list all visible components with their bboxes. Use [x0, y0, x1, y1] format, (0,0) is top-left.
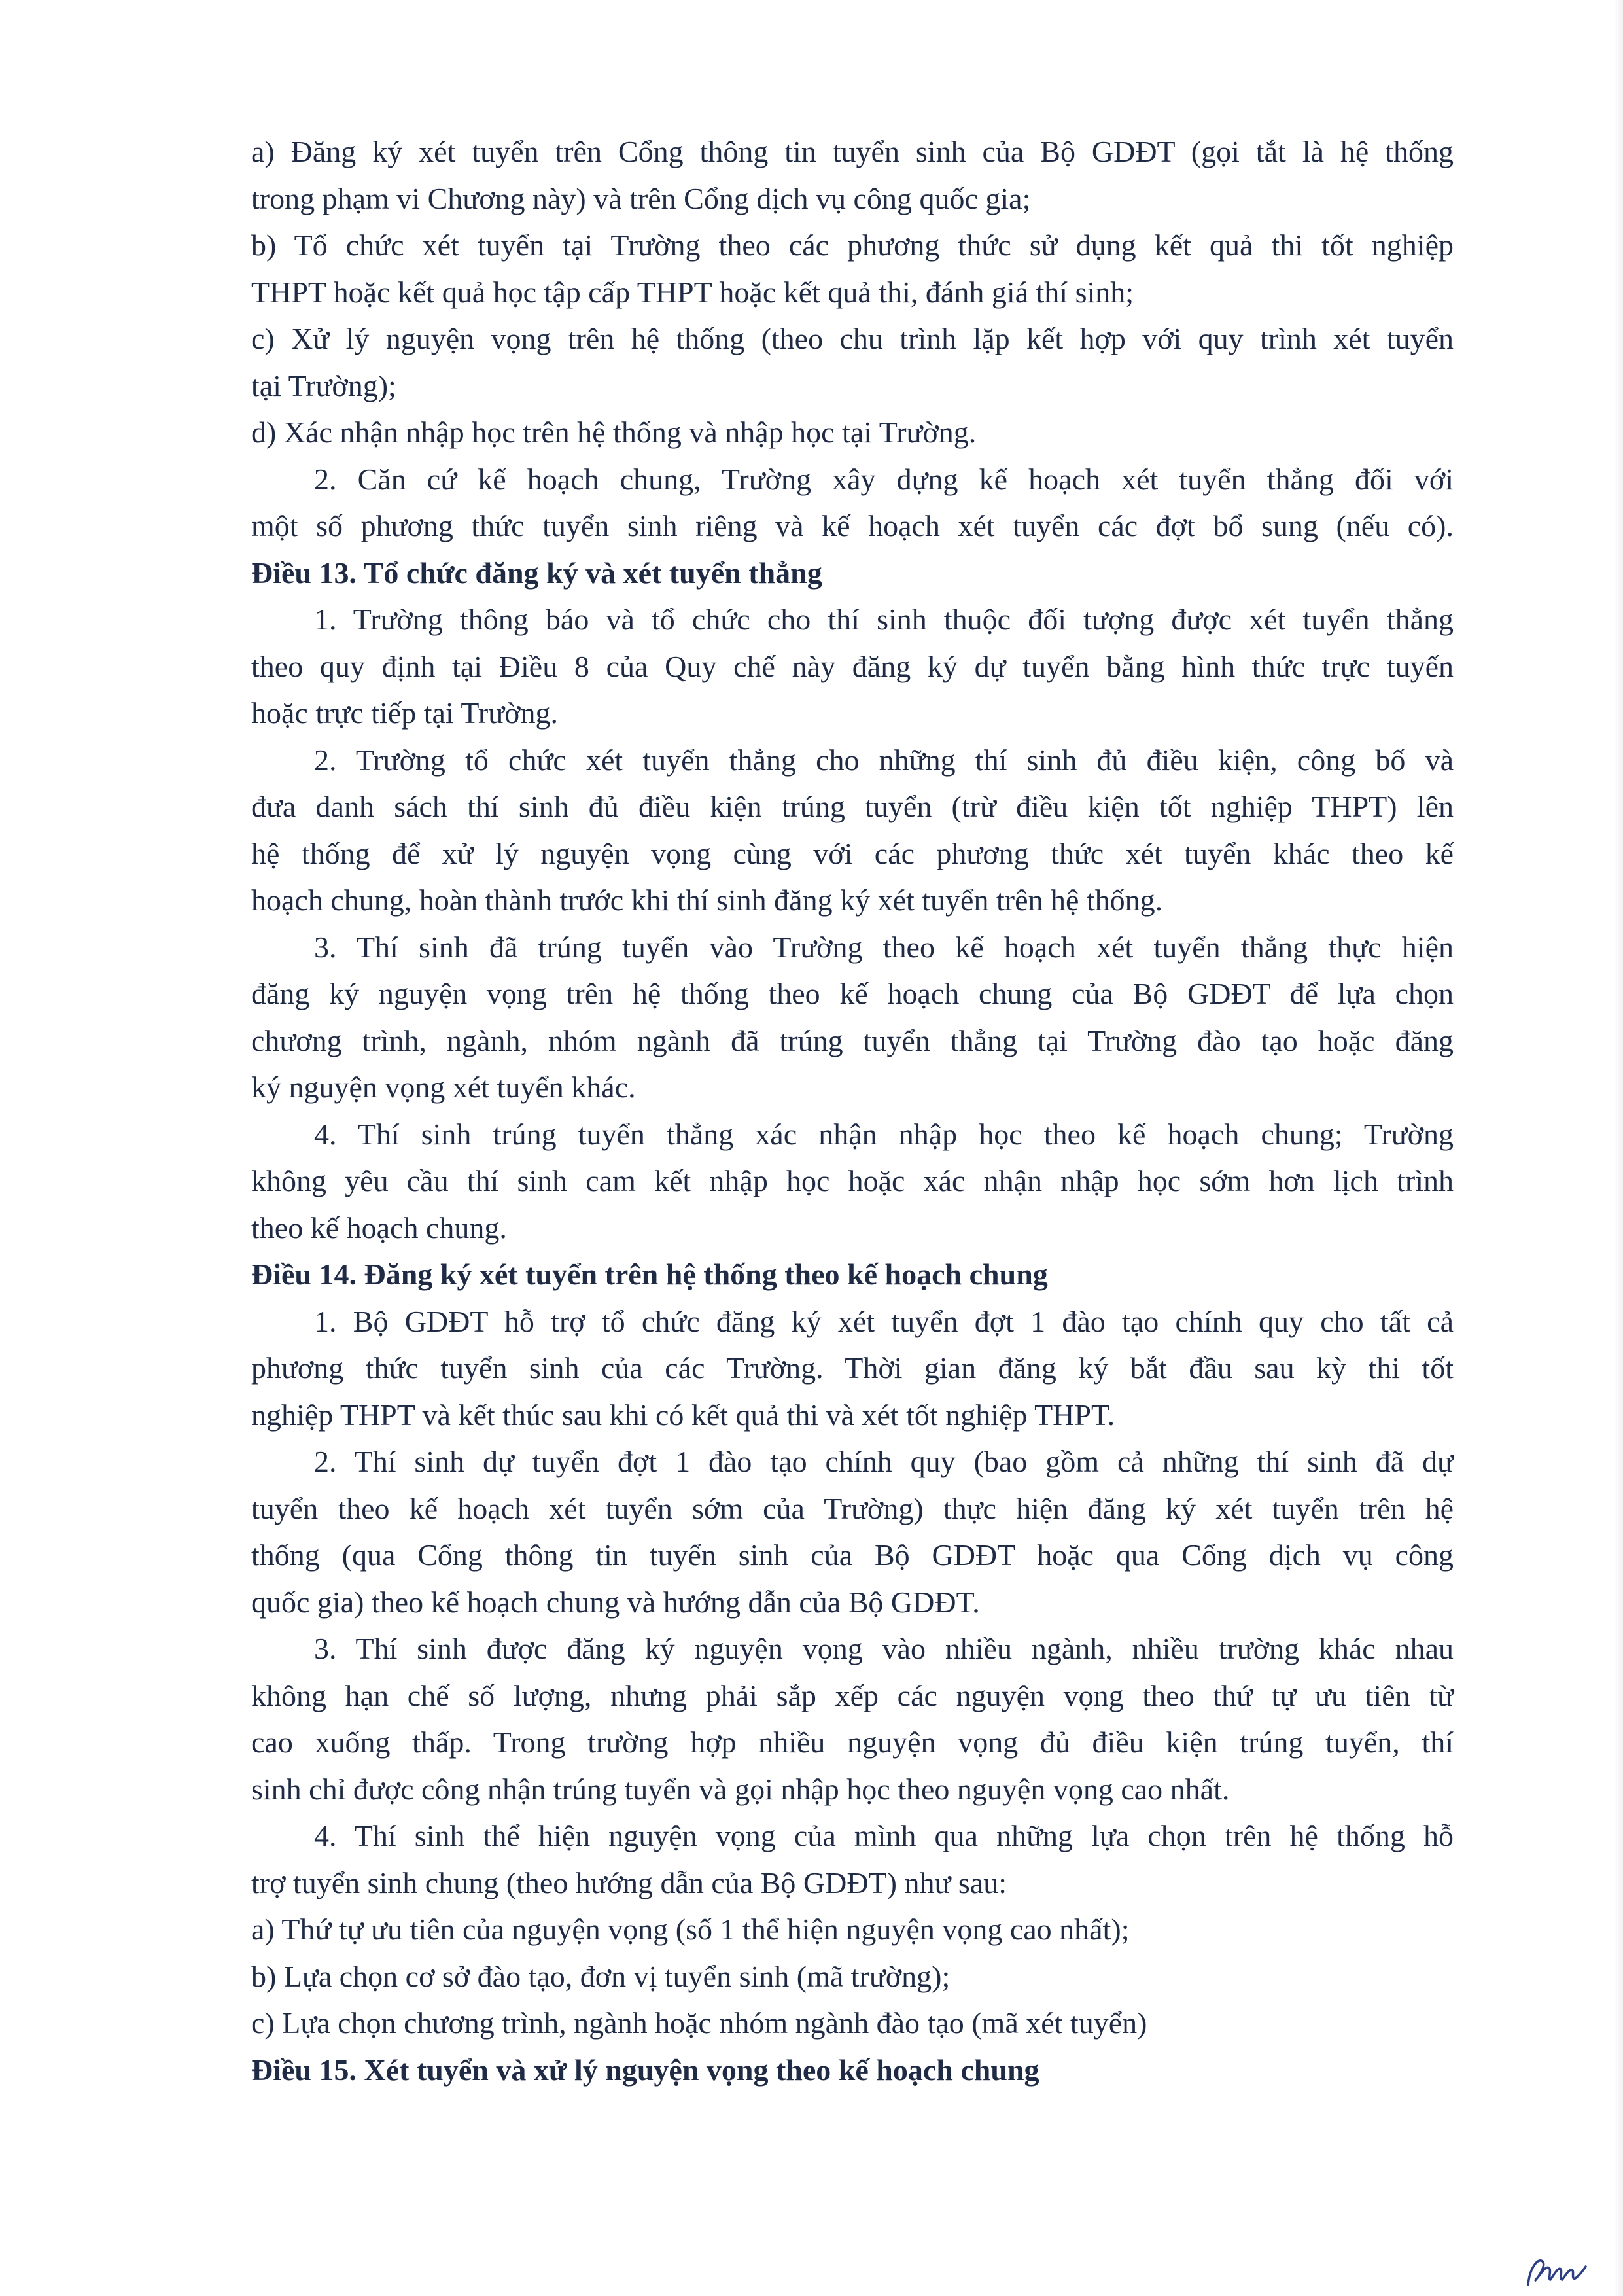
- paragraph-line: theo quy định tại Điều 8 của Quy chế này đăng ký dự tuyển bằng hình thức trực tuyến: [251, 649, 1454, 683]
- paragraph-line: 2. Thí sinh dự tuyển đợt 1 đào tạo chính quy (bao gồm cả những thí sinh đã dự: [314, 1445, 1454, 1478]
- paragraph-line: không yêu cầu thí sinh cam kết nhập học hoặc xác nhận nhập học sớm hơn lịch trình: [251, 1164, 1454, 1197]
- paragraph-line: đăng ký nguyện vọng trên hệ thống theo kế hoạch chung của Bộ GDĐT để lựa chọn: [251, 977, 1454, 1010]
- paragraph-line: quốc gia) theo kế hoạch chung và hướng dẫn của Bộ GDĐT.: [251, 1585, 980, 1619]
- paragraph-line: c) Xử lý nguyện vọng trên hệ thống (theo chu trình lặp kết hợp với quy trình xét tuyển: [251, 322, 1454, 355]
- paragraph-line: tuyển theo kế hoạch xét tuyển sớm của Trường) thực hiện đăng ký xét tuyển trên hệ: [251, 1491, 1454, 1525]
- paragraph-line: chương trình, ngành, nhóm ngành đã trúng tuyển thẳng tại Trường đào tạo hoặc đăng: [251, 1023, 1454, 1057]
- article-heading: Điều 13. Tổ chức đăng ký và xét tuyển thẳng: [251, 556, 822, 590]
- paragraph-line: 4. Thí sinh thể hiện nguyện vọng của mình qua những lựa chọn trên hệ thống hỗ: [314, 1819, 1454, 1852]
- paragraph-line: 4. Thí sinh trúng tuyển thẳng xác nhận nhập học theo kế hoạch chung; Trường: [314, 1117, 1454, 1151]
- paragraph-line: hoặc trực tiếp tại Trường.: [251, 696, 558, 730]
- paragraph-line: 1. Trường thông báo và tổ chức cho thí sinh thuộc đối tượng được xét tuyển thẳng: [314, 603, 1454, 636]
- paragraph-line: 2. Trường tổ chức xét tuyển thẳng cho những thí sinh đủ điều kiện, công bố và: [314, 743, 1454, 777]
- article-heading: Điều 15. Xét tuyển và xử lý nguyện vọng theo kế hoạch chung: [251, 2053, 1039, 2087]
- paragraph-line: a) Đăng ký xét tuyển trên Cổng thông tin tuyển sinh của Bộ GDĐT (gọi tắt là hệ thống: [251, 135, 1454, 168]
- paragraph-line: 3. Thí sinh đã trúng tuyển vào Trường theo kế hoạch xét tuyển thẳng thực hiện: [314, 930, 1454, 964]
- paragraph-line: ký nguyện vọng xét tuyển khác.: [251, 1070, 636, 1104]
- paragraph-line: c) Lựa chọn chương trình, ngành hoặc nhóm ngành đào tạo (mã xét tuyển): [251, 2006, 1147, 2040]
- paragraph-line: trong phạm vi Chương này) và trên Cổng dịch vụ công quốc gia;: [251, 181, 1031, 215]
- signature-mark: [1523, 2251, 1588, 2290]
- scan-edge: [1614, 0, 1623, 2296]
- paragraph-line: không hạn chế số lượng, nhưng phải sắp xếp các nguyện vọng theo thứ tự ưu tiên từ: [251, 1678, 1454, 1712]
- paragraph-line: a) Thứ tự ưu tiên của nguyện vọng (số 1 thể hiện nguyện vọng cao nhất);: [251, 1913, 1130, 1946]
- paragraph-line: hoạch chung, hoàn thành trước khi thí sinh đăng ký xét tuyển trên hệ thống.: [251, 883, 1163, 917]
- article-heading: Điều 14. Đăng ký xét tuyển trên hệ thống theo kế hoạch chung: [251, 1258, 1048, 1291]
- paragraph-line: tại Trường);: [251, 368, 396, 402]
- paragraph-line: b) Tổ chức xét tuyển tại Trường theo các phương thức sử dụng kết quả thi tốt nghiệp: [251, 228, 1454, 262]
- paragraph-line: nghiệp THPT và kết thúc sau khi có kết quả thi và xét tốt nghiệp THPT.: [251, 1398, 1115, 1432]
- paragraph-line: b) Lựa chọn cơ sở đào tạo, đơn vị tuyển sinh (mã trường);: [251, 1959, 951, 1993]
- paragraph-line: hệ thống để xử lý nguyện vọng cùng với các phương thức xét tuyển khác theo kế: [251, 836, 1454, 870]
- paragraph-line: đưa danh sách thí sinh đủ điều kiện trúng tuyển (trừ điều kiện tốt nghiệp THPT) lên: [251, 790, 1454, 823]
- paragraph-line: phương thức tuyển sinh của các Trường. Thời gian đăng ký bắt đầu sau kỳ thi tốt: [251, 1351, 1454, 1385]
- paragraph-line: theo kế hoạch chung.: [251, 1210, 507, 1245]
- paragraph-line: 3. Thí sinh được đăng ký nguyện vọng vào nhiều ngành, nhiều trường khác nhau: [314, 1632, 1454, 1665]
- paragraph-line: một số phương thức tuyển sinh riêng và kế hoạch xét tuyển các đợt bổ sung (nếu có).: [251, 509, 1454, 542]
- paragraph-line: THPT hoặc kết quả học tập cấp THPT hoặc kết quả thi, đánh giá thí sinh;: [251, 275, 1134, 309]
- paragraph-line: 1. Bộ GDĐT hỗ trợ tổ chức đăng ký xét tuyển đợt 1 đào tạo chính quy cho tất cả: [314, 1304, 1454, 1338]
- paragraph-line: thống (qua Cổng thông tin tuyển sinh của Bộ GDĐT hoặc qua Cổng dịch vụ công: [251, 1538, 1454, 1572]
- paragraph-line: sinh chỉ được công nhận trúng tuyển và gọi nhập học theo nguyện vọng cao nhất.: [251, 1772, 1230, 1806]
- document-page: [251, 128, 1454, 2093]
- paragraph-line: trợ tuyển sinh chung (theo hướng dẫn của Bộ GDĐT) như sau:: [251, 1865, 1007, 1899]
- paragraph-line: d) Xác nhận nhập học trên hệ thống và nhập học tại Trường.: [251, 415, 977, 449]
- paragraph-line: cao xuống thấp. Trong trường hợp nhiều nguyện vọng đủ điều kiện trúng tuyển, thí: [251, 1725, 1454, 1759]
- paragraph-line: 2. Căn cứ kế hoạch chung, Trường xây dựng kế hoạch xét tuyển thẳng đối với: [314, 462, 1454, 496]
